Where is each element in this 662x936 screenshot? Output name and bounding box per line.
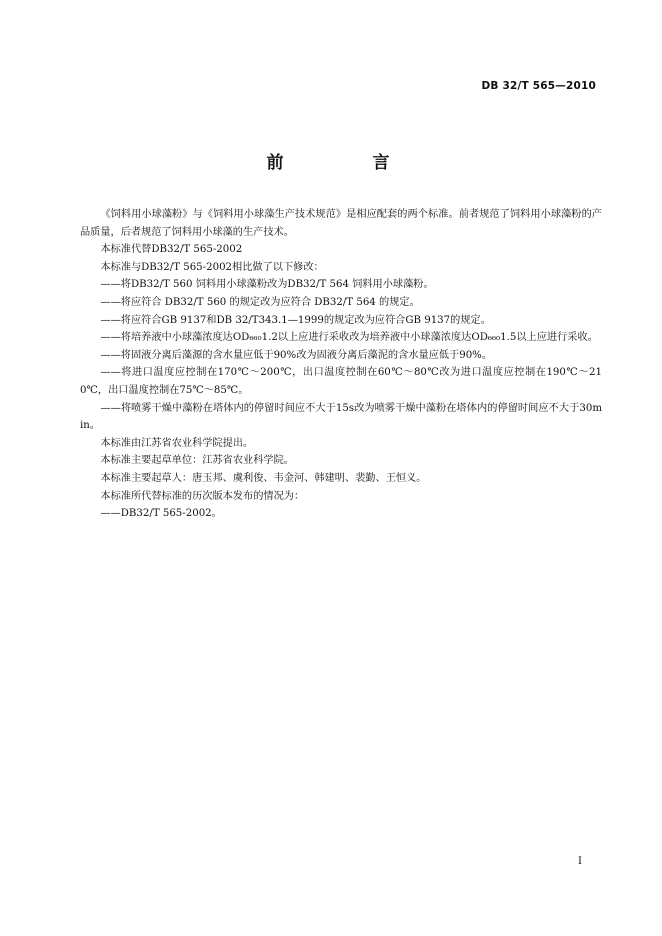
change-item: ——将固液分离后藻源的含水量应低于90%改为固液分离后藻泥的含水量应低于90%。	[100, 349, 493, 361]
standard-code: DB 32/T 565—2010	[481, 80, 596, 92]
change-item: ——将喷雾干燥中藻粉在塔体内的停留时间应不大于15s改为喷雾干燥中藻粉在塔体内的停留时间应不大于30min。	[80, 402, 602, 432]
paragraph-changes-intro: 本标准与DB32/T 565-2002相比做了以下修改：	[100, 261, 324, 273]
history-item: ——DB32/T 565-2002。	[100, 508, 222, 520]
paragraph-intro: 《饲料用小球藻粉》与《饲料用小球藻生产技术规范》是相应配套的两个标准。前者规范了饲料用小球藻粉的产品质量，后者规范了饲料用小球藻的生产技术。	[80, 209, 602, 238]
paragraph-proposer: 本标准由江苏省农业科学院提出。	[100, 437, 254, 449]
change-item: ——将应符合 DB32/T 560 的规定改为应符合 DB32/T 564 的规定。	[100, 296, 420, 308]
paragraph-drafting-unit: 本标准主要起草单位：江苏省农业科学院。	[100, 455, 294, 467]
paragraph-drafters: 本标准主要起草人：唐玉邦、虞利俊、韦金河、韩建明、裴勤、王恒义。	[100, 472, 427, 484]
paragraph-history-intro: 本标准所代替标准的历次版本发布的情况为：	[100, 490, 305, 502]
change-item: ——将应符合GB 9137和DB 32/T343.1—1999的规定改为应符合GB 9137的规定。	[100, 314, 491, 326]
page-title: 前 言	[266, 153, 426, 173]
change-item: ——将培养液中小球藻浓度达OD₆₆₀1.2以上应进行采收改为培养液中小球藻浓度达OD₆₆₀1.5以上应进行采收。	[100, 332, 598, 344]
paragraph-replaces: 本标准代替DB32/T 565-2002	[100, 244, 243, 256]
change-item: ——将DB32/T 560 饲料用小球藻粉改为DB32/T 564 饲料用小球藻粉。	[100, 279, 434, 291]
document-body	[80, 206, 602, 523]
change-item: ——将进口温度应控制在170℃～200℃，出口温度控制在60℃～80℃改为进口温度应控制在190℃～210℃，出口温度控制在75℃～85℃。	[80, 367, 602, 396]
page-number: I	[578, 856, 582, 867]
